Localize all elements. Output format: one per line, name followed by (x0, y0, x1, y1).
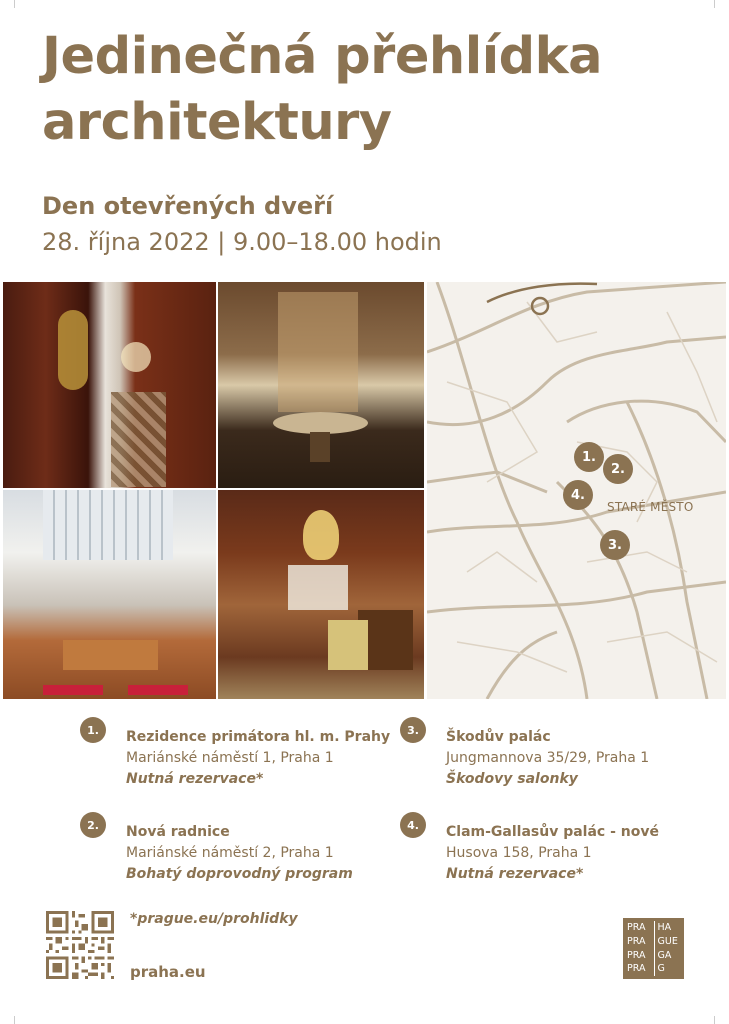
map-marker-2: 2. (603, 454, 633, 484)
location-4-name: Clam-Gallasův palác - nové (446, 824, 659, 840)
logo-cell: GUE (654, 935, 681, 949)
praha-logo (623, 918, 684, 979)
map-marker-3: 3. (600, 530, 630, 560)
title-line-2: architektury (42, 93, 392, 152)
website-link[interactable]: praha.eu (130, 963, 206, 981)
map-marker-4: 4. (563, 480, 593, 510)
page-title (42, 24, 702, 156)
location-4-address: Husova 158, Praha 1 (446, 845, 592, 861)
location-2-address: Mariánské náměstí 2, Praha 1 (126, 845, 334, 861)
location-2-number: 2. (80, 812, 106, 838)
map-district-label: STARÉ MĚSTO (607, 500, 694, 514)
location-4-number: 4. (400, 812, 426, 838)
event-subtitle: Den otevřených dveří (42, 192, 334, 220)
location-1-address: Mariánské náměstí 1, Praha 1 (126, 750, 334, 766)
logo-cell: HA (654, 921, 681, 935)
crop-mark-bottom-left (6, 1016, 15, 1024)
logo-cell: PRA (627, 949, 646, 961)
location-1-note: Nutná rezervace* (126, 771, 264, 787)
location-4-note: Nutná rezervace* (446, 866, 584, 882)
photo-marble-hall (218, 282, 424, 488)
photo-wood-salon (218, 490, 424, 699)
map-marker-1: 1. (574, 442, 604, 472)
logo-cell: G (654, 962, 681, 976)
qr-code-icon[interactable] (46, 911, 114, 979)
title-line-1: Jedinečná přehlídka (42, 27, 603, 86)
event-date: 28. října 2022 | 9.00–18.00 hodin (42, 228, 442, 256)
crop-mark-bottom-right (714, 1016, 723, 1024)
logo-cell: PRA (627, 963, 646, 975)
location-3-number: 3. (400, 717, 426, 743)
location-2-note: Bohatý doprovodný program (126, 866, 353, 882)
logo-cell: PRA (627, 922, 646, 933)
location-3-note: Škodovy salonky (446, 771, 578, 787)
location-3-address: Jungmannova 35/29, Praha 1 (446, 750, 650, 766)
location-3-name: Škodův palác (446, 729, 551, 745)
logo-cell: PRA (627, 935, 646, 947)
location-1-number: 1. (80, 717, 106, 743)
logo-cell: GA (654, 949, 681, 963)
crop-mark-top-left (6, 0, 15, 8)
photo-reading-hall (3, 490, 216, 699)
location-2-name: Nová radnice (126, 824, 230, 840)
photo-collage (3, 282, 424, 699)
reservation-link[interactable]: *prague.eu/prohlidky (130, 911, 298, 927)
crop-mark-top-right (714, 0, 723, 8)
location-1-name: Rezidence primátora hl. m. Prahy (126, 729, 391, 745)
old-town-map (427, 282, 726, 699)
photo-residence-door (3, 282, 216, 488)
